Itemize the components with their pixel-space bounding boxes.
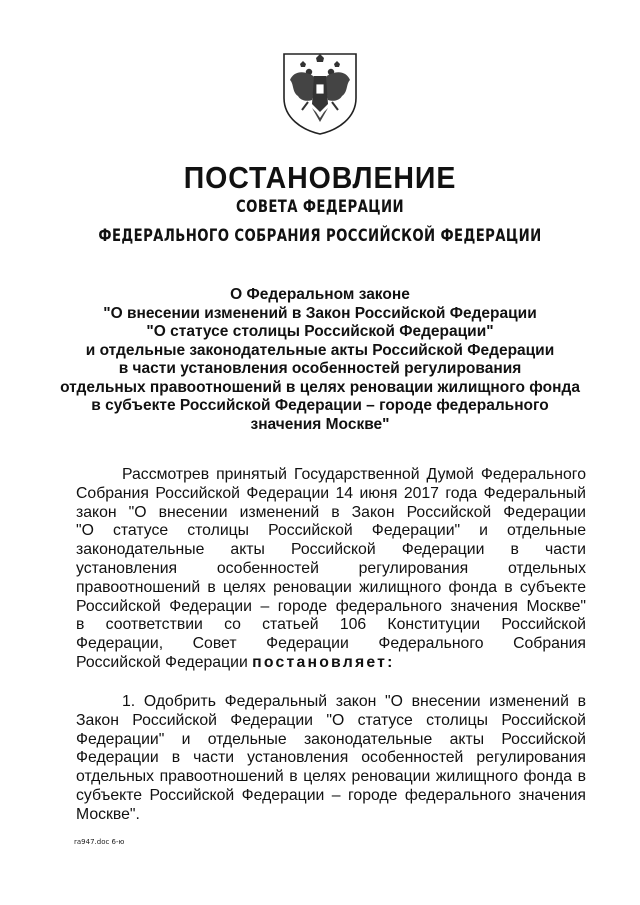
paragraph-line: субъекте Российской Федерации – городе федерального значения bbox=[76, 786, 586, 804]
russian-coat-of-arms-icon bbox=[276, 48, 364, 136]
paragraph-line: правоотношений в целях реновации жилищного фонда в субъекте bbox=[76, 578, 586, 596]
subject-line: в части установления особенностей регулирования bbox=[118, 360, 522, 377]
subject-line: отдельных правоотношений в целях реновации жилищного фонда bbox=[60, 378, 580, 396]
final-line-prefix: Российской Федерации bbox=[76, 653, 253, 671]
paragraph-line: Собрания Российской Федерации 14 июня 2017 года Федеральный bbox=[76, 484, 586, 502]
resolution-subject bbox=[40, 286, 600, 434]
subject-line: в субъекте Российской Федерации – городе федерального bbox=[91, 397, 549, 414]
paragraph-line: Москве". bbox=[76, 805, 140, 823]
paragraph-line: Рассмотрев принятый Государственной Думой Федерального bbox=[122, 466, 586, 483]
paragraph-line: законодательные акты Российской Федерации в части bbox=[76, 541, 586, 559]
issuer-line-2: ФЕДЕРАЛЬНОГО СОБРАНИЯ РОССИЙСКОЙ ФЕДЕРАЦИИ bbox=[98, 226, 542, 246]
paragraph-line: Федерации в части установления особенностей регулирования bbox=[76, 749, 586, 767]
paragraph-line: отдельных правоотношений в целях реновации жилищного фонда в bbox=[76, 768, 586, 786]
subject-line: О Федеральном законе bbox=[230, 286, 410, 303]
resolves-keyword: постановляет: bbox=[252, 653, 395, 671]
subject-line: и отдельные законодательные акты Российской Федерации bbox=[85, 341, 555, 359]
paragraph-line: Закон Российской Федерации "О статусе столицы Российской bbox=[76, 711, 586, 729]
preamble-paragraph bbox=[76, 466, 586, 673]
document-reference: ra947.doc 6-ю bbox=[74, 838, 125, 846]
paragraph-line-final bbox=[76, 654, 586, 673]
subject-line: "О внесении изменений в Закон Российской Федерации bbox=[103, 304, 537, 322]
clause-1-paragraph bbox=[76, 693, 586, 825]
paragraph-line: "О статусе столицы Российской Федерации" и отдельные bbox=[76, 522, 586, 540]
paragraph-line: в соответствии со статьей 106 Конституции Российской bbox=[76, 616, 586, 634]
subject-line: значения Москве" bbox=[250, 415, 390, 433]
document-title: ПОСТАНОВЛЕНИЕ bbox=[183, 160, 457, 195]
paragraph-line: закон "О внесении изменений в Закон Российской Федерации bbox=[76, 503, 586, 521]
paragraph-line: Российской Федерации – городе федерального значения Москве" bbox=[76, 597, 586, 615]
subject-line: "О статусе столицы Российской Федерации" bbox=[146, 323, 494, 340]
paragraph-line: установления особенностей регулирования отдельных bbox=[76, 559, 586, 577]
paragraph-line: 1. Одобрить Федеральный закон "О внесении изменений в bbox=[122, 693, 586, 710]
paragraph-line: Федерации, Совет Федерации Федерального Собрания bbox=[76, 635, 586, 653]
issuer-line-1: СОВЕТА ФЕДЕРАЦИИ bbox=[236, 197, 404, 217]
paragraph-line: Федерации" и отдельные законодательные акты Российской bbox=[76, 730, 586, 748]
